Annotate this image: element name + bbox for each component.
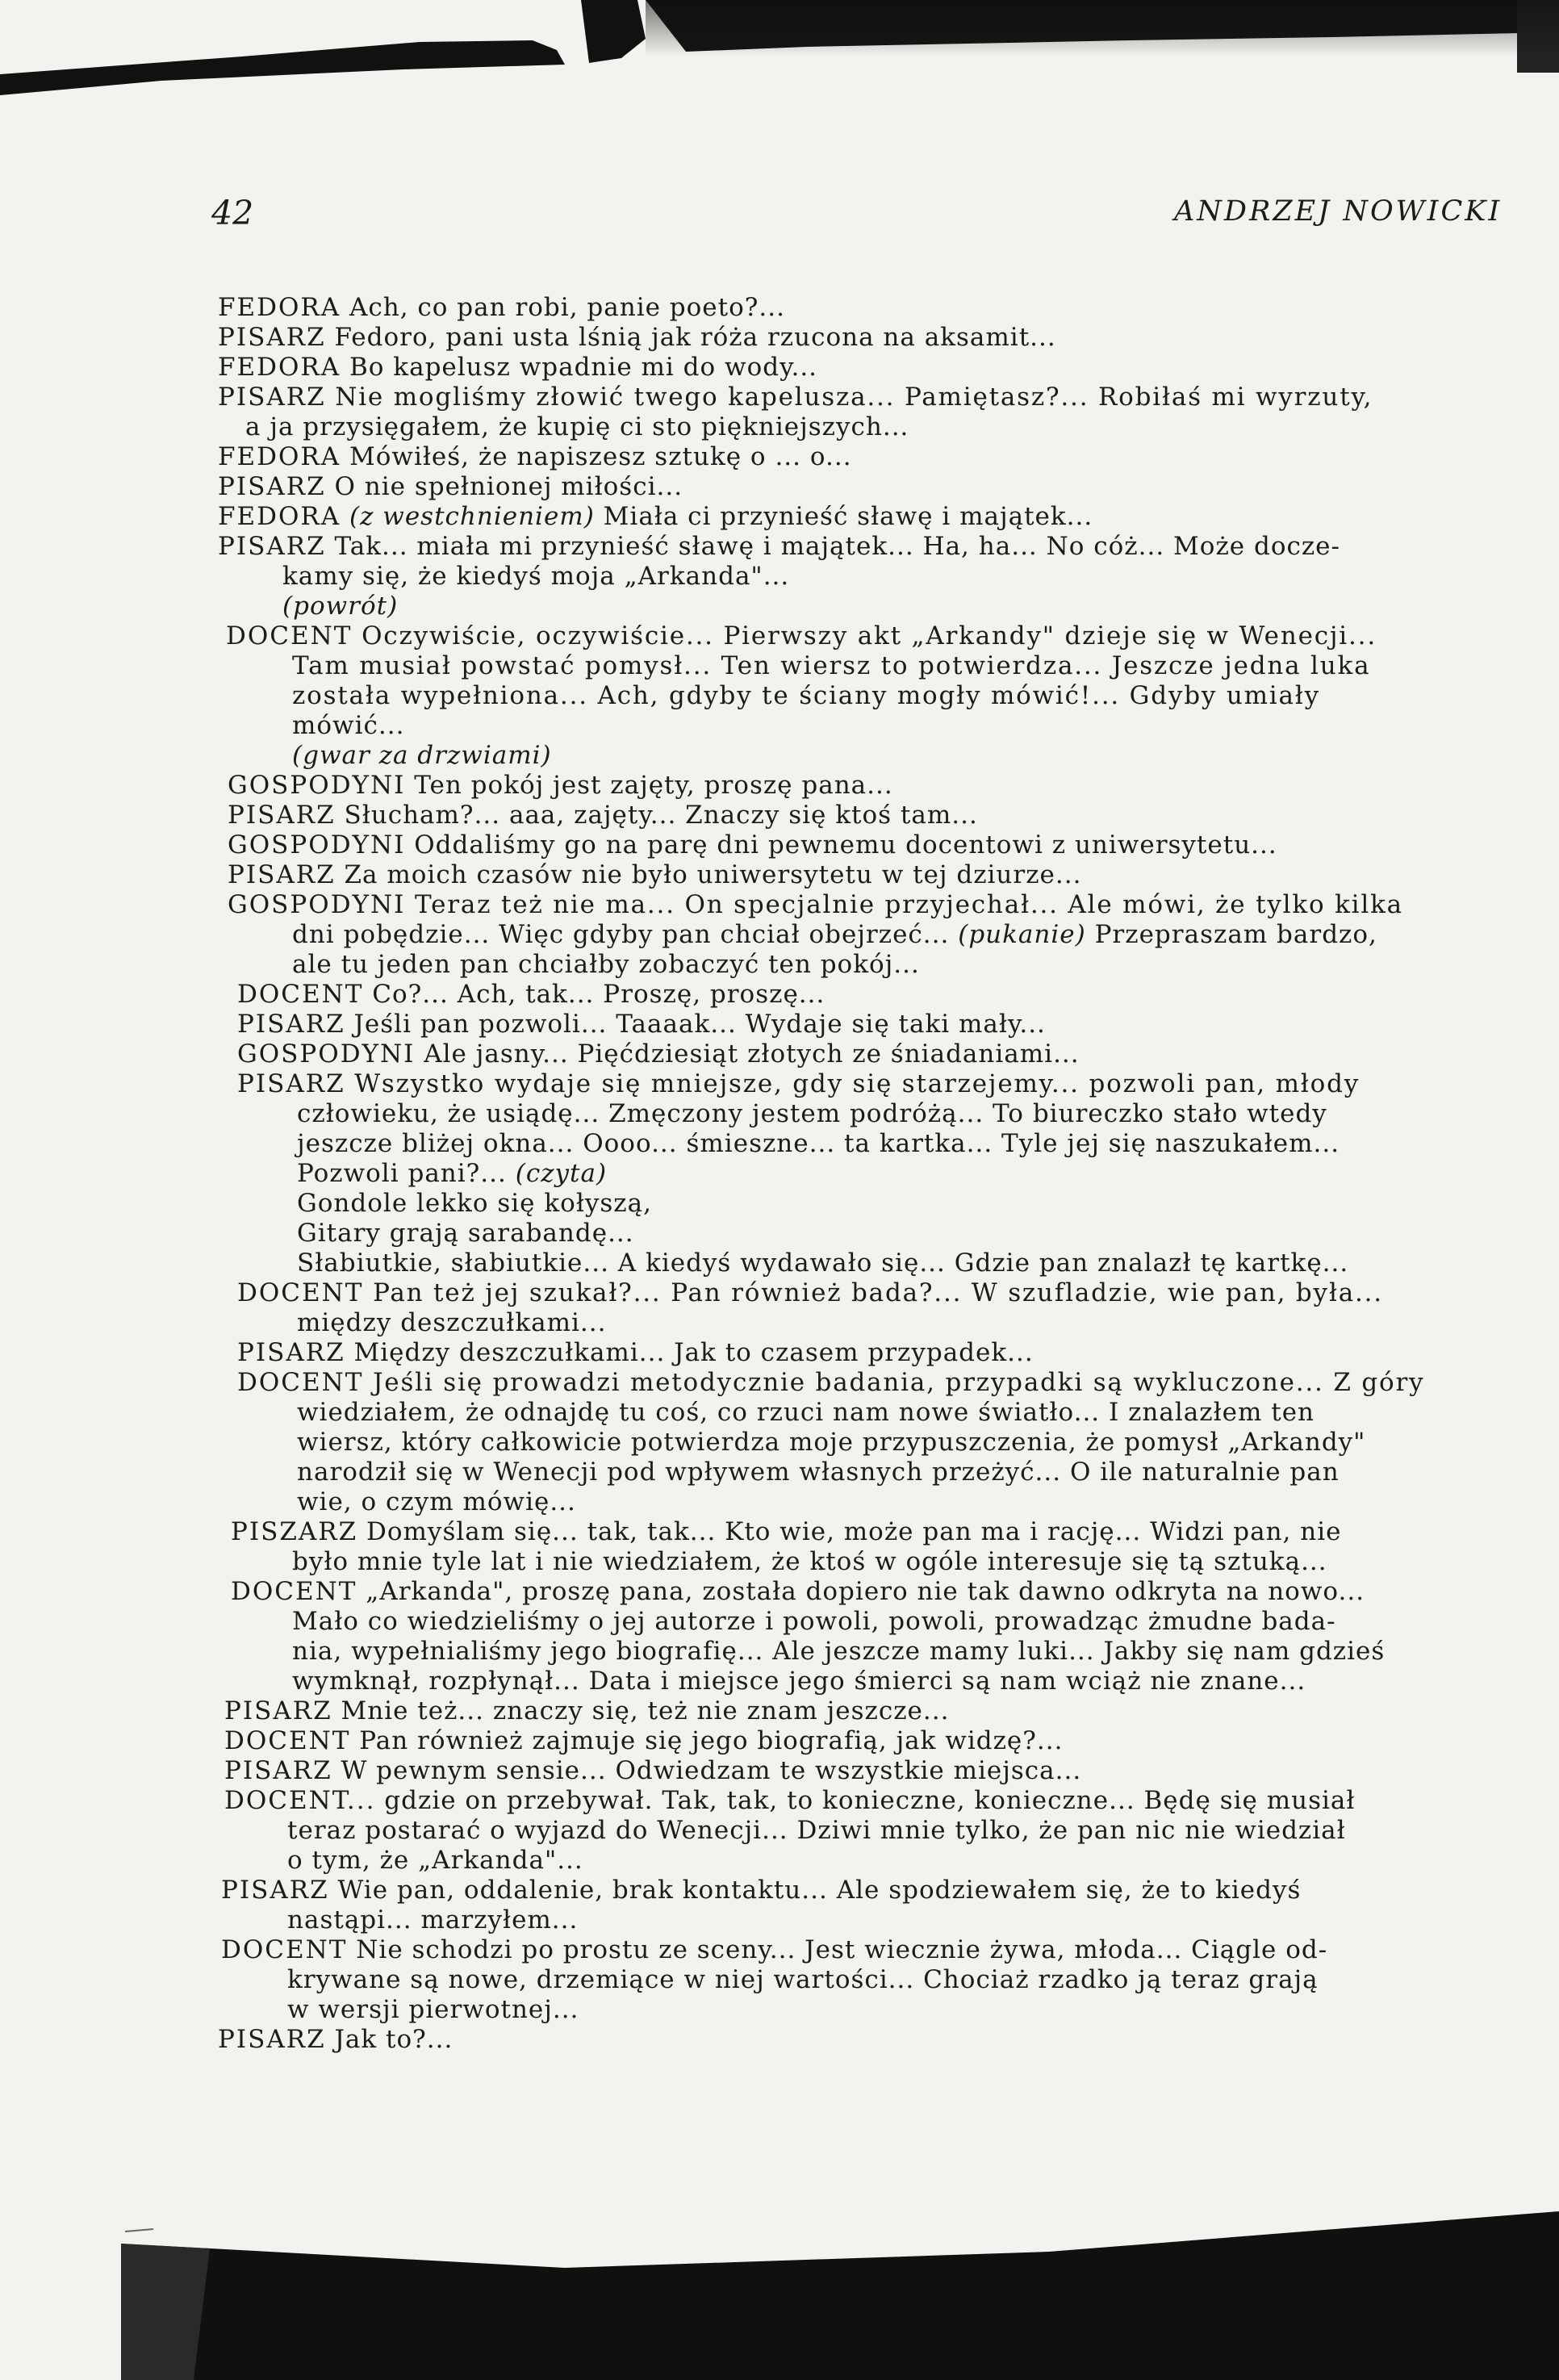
dialogue-continuation	[297, 1458, 1340, 1487]
speaker-name: PISARZ	[228, 801, 336, 830]
dialogue-line	[237, 1368, 1424, 1397]
dialogue-line	[226, 621, 1377, 650]
dialogue-continuation	[292, 950, 920, 979]
dialogue-continuation	[287, 1965, 1319, 1994]
line-text: było mnie tyle lat i nie wiedziałem, że ktoś w ogóle interesuje się tą sztuką...	[292, 1547, 1327, 1576]
dialogue-continuation	[292, 1667, 1306, 1696]
line-text: Mówiłeś, że napiszesz sztukę o ... o...	[349, 442, 852, 471]
dialogue-line	[228, 830, 1277, 860]
speaker-name: DOCENT	[224, 1726, 351, 1755]
verse-line	[297, 1219, 634, 1248]
line-text: W pewnym sensie... Odwiedzam te wszystkie miejsca...	[341, 1756, 1082, 1785]
dialogue-line	[231, 1517, 1341, 1546]
line-text: gdzie on przebywał. Tak, tak, to konieczne, konieczne... Będę się musiał	[384, 1786, 1356, 1815]
line-text: Domyślam się... tak, tak... Kto wie, może pan ma i rację... Widzi pan, nie	[366, 1517, 1342, 1546]
dialogue-continuation	[297, 1398, 1314, 1427]
running-header	[0, 194, 1559, 242]
line-text: krywane są nowe, drzemiące w niej wartości... Chociaż rzadko ją teraz grają	[287, 1965, 1319, 1994]
dialogue-continuation	[245, 412, 909, 441]
speaker-name: FEDORA	[218, 502, 341, 531]
line-text: Pan również zajmuje się jego biografią, jak widzę?...	[359, 1726, 1064, 1755]
dialogue-continuation	[292, 1637, 1385, 1666]
dialogue-line	[221, 1935, 1327, 1964]
speaker-name: PISARZ	[218, 383, 326, 412]
dialogue-continuation	[297, 1099, 1327, 1128]
speaker-name: DOCENT	[226, 621, 353, 650]
scan-edge-top	[0, 0, 1559, 121]
dialogue-line	[237, 1010, 1046, 1039]
dialogue-line	[218, 532, 1340, 561]
speaker-name: GOSPODYNI	[228, 771, 406, 800]
line-text: Bo kapelusz wpadnie mi do wody...	[349, 353, 818, 382]
dialogue-continuation	[297, 1487, 576, 1516]
line-text: została wypełniona... Ach, gdyby te ściany mogły mówić!... Gdyby umiały	[292, 681, 1320, 710]
line-text: między deszczułkami...	[297, 1308, 607, 1337]
speaker-name: PISARZ	[237, 1069, 345, 1098]
dialogue-line	[218, 293, 785, 322]
speaker-name: GOSPODYNI	[237, 1039, 416, 1069]
dialogue-continuation	[292, 711, 404, 740]
speaker-name: DOCENT	[237, 980, 364, 1009]
line-text: Między deszczułkami... Jak to czasem przypadek...	[353, 1338, 1034, 1367]
line-text: „Arkanda", proszę pana, została dopiero nie tak dawno odkryta na nowo...	[366, 1577, 1365, 1606]
line-text: wiedziałem, że odnajdę tu coś, co rzuci nam nowe światło... I znalazłem ten	[297, 1398, 1315, 1427]
line-text: jeszcze bliżej okna... Oooo... śmieszne... ta kartka... Tyle jej się naszukałem...	[297, 1129, 1340, 1158]
dialogue-line	[228, 801, 978, 830]
dialogue-line	[218, 383, 1373, 412]
line-text: Fedoro, pani usta lśnią jak róża rzucona na aksamit...	[334, 323, 1056, 352]
speaker-name: PISARZ	[221, 1876, 329, 1905]
line-text: nia, wypełnialiśmy jego biografię... Ale jeszcze mamy luki... Jakby się nam gdzieś	[292, 1637, 1386, 1666]
speaker-name: PISARZ	[218, 323, 326, 352]
dialogue-continuation	[287, 1905, 578, 1935]
line-text: Wszystko wydaje się mniejsze, gdy się starzejemy... pozwoli pan, młody	[354, 1069, 1360, 1098]
speaker-name: PISARZ	[237, 1338, 345, 1367]
dialogue-line	[218, 442, 852, 471]
line-text: nastąpi... marzyłem...	[287, 1905, 579, 1935]
line-text: Mnie też... znaczy się, też nie znam jeszcze...	[341, 1696, 950, 1725]
line-text: O nie spełnionej miłości...	[334, 472, 683, 501]
line-text: Co?... Ach, tak... Proszę, proszę...	[372, 980, 825, 1009]
dialogue-continuation	[297, 1308, 606, 1337]
line-text: mówić...	[292, 711, 405, 740]
line-text: Jeśli pan pozwoli... Taaaak... Wydaje się taki mały...	[353, 1010, 1046, 1039]
stage-direction: (z westchnieniem)	[349, 502, 595, 531]
dialogue-continuation	[282, 562, 789, 591]
line-text: Ach, co pan robi, panie poeto?...	[349, 293, 785, 322]
line-text: Gitary grają sarabandę...	[297, 1219, 634, 1248]
speaker-name: PISARZ	[218, 532, 326, 561]
line-text: w wersji pierwotnej...	[287, 1995, 579, 2024]
running-title: ANDRZEJ NOWICKI	[1174, 195, 1503, 228]
dialogue-line	[218, 502, 1093, 531]
line-text: kamy się, że kiedyś moja „Arkanda"...	[282, 562, 790, 591]
speaker-name: PISARZ	[224, 1756, 332, 1785]
dialogue-line	[218, 353, 817, 382]
dialogue-line	[228, 860, 1081, 889]
page-number: 42	[211, 194, 254, 232]
line-text: Oddaliśmy go na parę dni pewnemu docentowi z uniwersytetu...	[414, 830, 1277, 860]
line-text: Ale jasny... Pięćdziesiąt złotych ze śniadaniami...	[424, 1039, 1080, 1069]
line-text: Ten pokój jest zajęty, proszę pana...	[414, 771, 893, 800]
dialogue-line	[237, 1338, 1034, 1367]
speaker-name: DOCENT	[231, 1577, 357, 1606]
line-text: teraz postarać o wyjazd do Wenecji... Dziwi mnie tylko, że pan nic nie wiedział	[287, 1816, 1346, 1845]
speaker-name: GOSPODYNI	[228, 890, 406, 919]
line-text: wie, o czym mówię...	[297, 1487, 576, 1516]
line-text: Pan też jej szukał?... Pan również bada?... W szufladzie, wie pan, była...	[373, 1278, 1383, 1307]
stage-direction: (powrót)	[282, 592, 399, 621]
dialogue-line	[218, 323, 1056, 352]
speaker-name: DOCENT	[237, 1368, 364, 1397]
line-text: Miała ci przynieść sławę i majątek...	[603, 502, 1093, 531]
dialogue-continuation	[292, 920, 1377, 949]
line-text: a ja przysięgałem, że kupię ci sto piękniejszych...	[245, 412, 909, 441]
dialogue-line	[231, 1577, 1365, 1606]
dialogue-continuation	[292, 1547, 1327, 1576]
line-text: o tym, że „Arkanda"...	[287, 1846, 583, 1875]
line-text: wymknął, rozpłynął... Data i miejsce jego śmierci są nam wciąż nie znane...	[292, 1667, 1306, 1696]
speaker-name: PISARZ	[228, 860, 336, 889]
dialogue-line	[224, 1756, 1081, 1785]
line-text: Jak to?...	[334, 2025, 453, 2054]
stage-direction-line	[292, 741, 552, 770]
line-text: Pozwoli pani?...	[297, 1159, 507, 1188]
dialogue-line	[237, 1039, 1080, 1069]
dialogue-continuation	[297, 1159, 607, 1188]
line-text: wiersz, który całkowicie potwierdza moje przypuszczenia, że pomysł „Arkandy"	[297, 1428, 1366, 1457]
dialogue-continuation	[287, 1816, 1346, 1845]
speaker-name: DOCENT	[237, 1278, 364, 1307]
dialogue-line	[224, 1696, 949, 1725]
speaker-name: GOSPODYNI	[228, 830, 406, 860]
dialogue-continuation	[292, 651, 1370, 680]
line-text: Nie mogliśmy złowić twego kapelusza... Pamiętasz?... Robiłaś mi wyrzuty,	[335, 383, 1373, 412]
scan-edge-bottom	[0, 2179, 1559, 2380]
speaker-name: DOCENT	[221, 1935, 348, 1964]
dialogue-continuation	[292, 681, 1320, 710]
stage-direction-line	[282, 592, 398, 621]
line-text: Jeśli się prowadzi metodycznie badania, przypadki są wykluczone... Z góry	[373, 1368, 1425, 1397]
dialogue-continuation	[297, 1249, 1348, 1278]
dialogue-line	[218, 472, 683, 501]
dialogue-continuation	[297, 1428, 1365, 1457]
speaker-name: PISZARZ	[231, 1517, 358, 1546]
dialogue-line	[228, 771, 893, 800]
line-text: Słabiutkie, słabiutkie... A kiedyś wydawało się... Gdzie pan znalazł tę kartkę...	[297, 1249, 1349, 1278]
line-text: Teraz też nie ma... On specjalnie przyjechał... Ale mówi, że tylko kilka	[415, 890, 1403, 919]
speaker-name: PISARZ	[218, 2025, 326, 2054]
speaker-name: PISARZ	[218, 472, 326, 501]
dialogue-line	[237, 1069, 1360, 1098]
line-text: Wie pan, oddalenie, brak kontaktu... Ale spodziewałem się, że to kiedyś	[337, 1876, 1302, 1905]
line-text: Gondole lekko się kołyszą,	[297, 1189, 652, 1218]
line-text: Tak... miała mi przynieść sławę i majątek... Ha, ha... No cóż... Może docze-	[334, 532, 1341, 561]
speaker-name: PISARZ	[237, 1010, 345, 1039]
verse-line	[297, 1189, 652, 1218]
line-text: Oczywiście, oczywiście... Pierwszy akt „Arkandy" dzieje się w Wenecji...	[362, 621, 1377, 650]
stage-direction: (czyta)	[515, 1159, 608, 1188]
line-text: dni pobędzie... Więc gdyby pan chciał obejrzeć...	[292, 920, 950, 949]
dialogue-continuation	[292, 1607, 1336, 1636]
dialogue-line	[218, 2025, 453, 2054]
line-text: Przepraszam bardzo,	[1094, 920, 1377, 949]
speaker-name: PISARZ	[224, 1696, 332, 1725]
speaker-name: FEDORA	[218, 293, 341, 322]
line-text: Nie schodzi po prostu ze sceny... Jest wiecznie żywa, młoda... Ciągle od-	[356, 1935, 1328, 1964]
line-text: Tam musiał powstać pomysł... Ten wiersz to potwierdza... Jeszcze jedna luka	[292, 651, 1371, 680]
line-text: człowieku, że usiądę... Zmęczony jestem podróżą... To biureczko stało wtedy	[297, 1099, 1327, 1128]
speaker-name: FEDORA	[218, 442, 341, 471]
dialogue-continuation	[287, 1846, 583, 1875]
dialogue-line	[228, 890, 1403, 919]
dialogue-line	[221, 1876, 1301, 1905]
dialogue-line	[237, 1278, 1383, 1307]
dialogue-line	[224, 1786, 1355, 1815]
speaker-name: FEDORA	[218, 353, 341, 382]
line-text: ale tu jeden pan chciałby zobaczyć ten pokój...	[292, 950, 920, 979]
stage-direction: (gwar za drzwiami)	[292, 741, 552, 770]
speaker-name: DOCENT...	[224, 1786, 376, 1815]
line-text: narodził się w Wenecji pod wpływem własnych przeżyć... O ile naturalnie pan	[297, 1458, 1340, 1487]
stage-direction: (pukanie)	[958, 920, 1086, 949]
dialogue-continuation	[287, 1995, 579, 2024]
dialogue-continuation	[297, 1129, 1340, 1158]
dialogue-line	[237, 980, 825, 1009]
dialogue-line	[224, 1726, 1063, 1755]
line-text: Za moich czasów nie było uniwersytetu w tej dziurze...	[344, 860, 1082, 889]
line-text: Słucham?... aaa, zajęty... Znaczy się ktoś tam...	[344, 801, 978, 830]
line-text: Mało co wiedzieliśmy o jej autorze i powoli, powoli, prowadząc żmudne bada-	[292, 1607, 1336, 1636]
